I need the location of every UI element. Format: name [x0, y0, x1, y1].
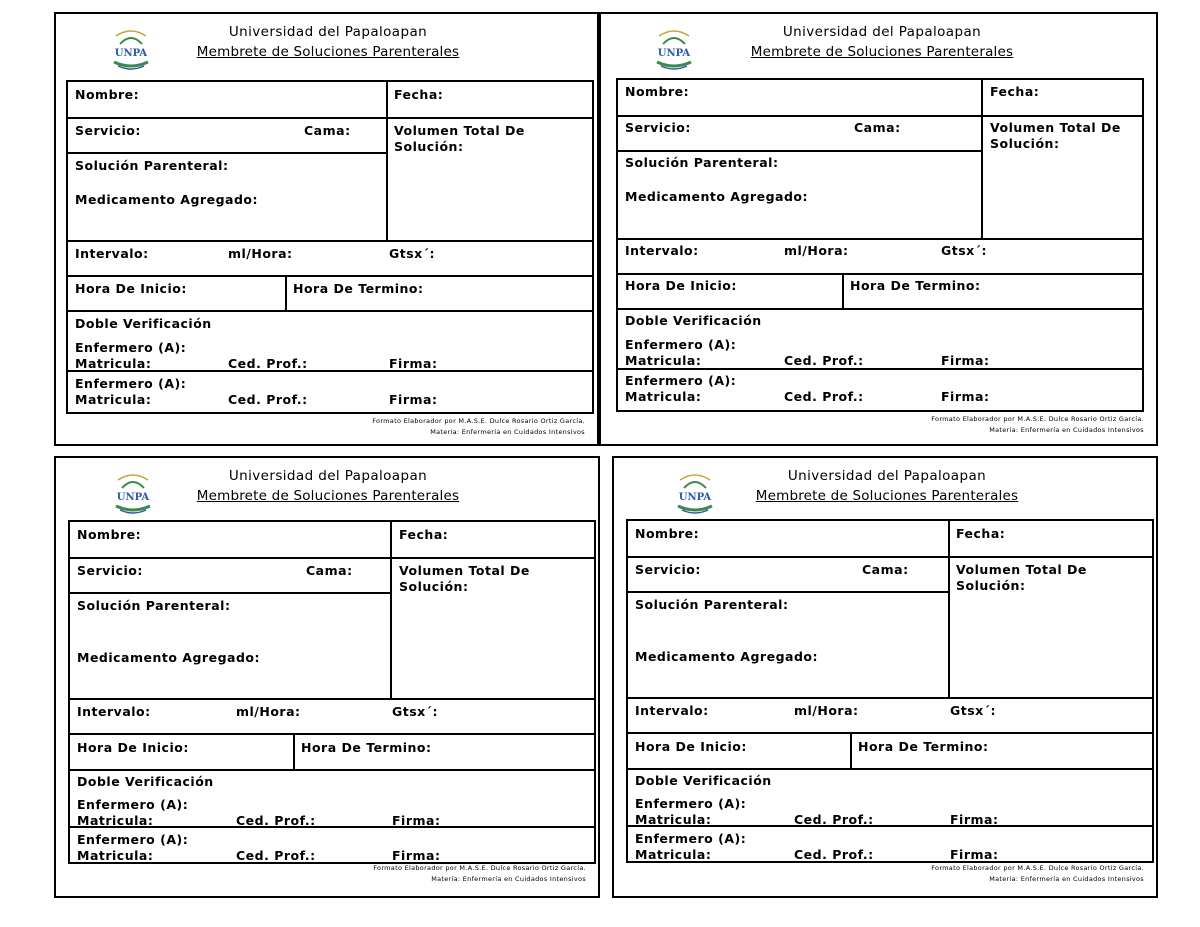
cedprof-label: Ced. Prof.: — [236, 813, 316, 828]
cedprof-label: Ced. Prof.: — [228, 356, 308, 371]
footer — [931, 863, 1144, 885]
intervalo-label: Intervalo: — [635, 703, 709, 718]
form-subtitle: Membrete de Soluciones Parenterales — [196, 488, 460, 504]
form-subtitle: Membrete de Soluciones Parenterales — [755, 488, 1019, 504]
form-grid — [616, 78, 1144, 412]
logo-text: UNPA — [114, 48, 148, 59]
fecha-label: Fecha: — [399, 527, 449, 542]
volumen-label: Volumen Total De — [956, 562, 1087, 577]
intervalo-label: Intervalo: — [625, 243, 699, 258]
firma-label: Firma: — [950, 812, 999, 827]
nombre-label: Nombre: — [75, 87, 140, 102]
hora-inicio-label: Hora De Inicio: — [75, 281, 187, 296]
volumen-label-2: Solución: — [399, 579, 469, 594]
footer-subject: Materia: Enfermería en Cuidados Intensivos — [989, 426, 1144, 434]
cedprof-label: Ced. Prof.: — [794, 812, 874, 827]
solucion-label: Solución Parenteral: — [625, 155, 779, 170]
logo-text: UNPA — [116, 492, 150, 503]
hora-inicio-label: Hora De Inicio: — [625, 278, 737, 293]
enfermero-label: Enfermero (A): — [77, 832, 189, 847]
enfermero-label: Enfermero (A): — [635, 831, 747, 846]
medicamento-label: Medicamento Agregado: — [75, 192, 258, 207]
volumen-label: Volumen Total De — [399, 563, 530, 578]
unpa-logo — [108, 468, 158, 518]
gtsx-label: Gtsx´: — [389, 246, 435, 261]
university-title: Universidad del Papaloapan — [787, 468, 987, 484]
cedprof-label: Ced. Prof.: — [784, 389, 864, 404]
enfermero-label: Enfermero (A): — [625, 373, 737, 388]
cedprof-label: Ced. Prof.: — [794, 847, 874, 862]
fecha-label: Fecha: — [394, 87, 444, 102]
unpa-logo — [670, 468, 720, 518]
doble-verificacion-label: Doble Verificación — [77, 774, 214, 789]
medicamento-label: Medicamento Agregado: — [625, 189, 808, 204]
logo-text: UNPA — [678, 492, 712, 503]
firma-label: Firma: — [392, 848, 441, 863]
nombre-label: Nombre: — [625, 84, 690, 99]
solucion-label: Solución Parenteral: — [635, 597, 789, 612]
cama-label: Cama: — [862, 562, 909, 577]
form-subtitle: Membrete de Soluciones Parenterales — [750, 44, 1014, 60]
solucion-label: Solución Parenteral: — [77, 598, 231, 613]
enfermero-label: Enfermero (A): — [635, 796, 747, 811]
university-title: Universidad del Papaloapan — [228, 468, 428, 484]
footer-credit: Formato Elaborador por M.A.S.E. Dulce Rosario Ortiz García. — [373, 864, 586, 872]
form-card-1 — [54, 12, 599, 446]
enfermero-label: Enfermero (A): — [75, 376, 187, 391]
firma-label: Firma: — [389, 392, 438, 407]
servicio-label: Servicio: — [77, 563, 143, 578]
nombre-label: Nombre: — [77, 527, 142, 542]
form-card-4 — [612, 456, 1158, 898]
cama-label: Cama: — [304, 123, 351, 138]
footer — [372, 416, 585, 438]
footer — [931, 414, 1144, 436]
footer-credit: Formato Elaborador por M.A.S.E. Dulce Rosario Ortiz García. — [931, 864, 1144, 872]
intervalo-label: Intervalo: — [75, 246, 149, 261]
nombre-label: Nombre: — [635, 526, 700, 541]
doble-verificacion-label: Doble Verificación — [75, 316, 212, 331]
firma-label: Firma: — [950, 847, 999, 862]
doble-verificacion-label: Doble Verificación — [625, 313, 762, 328]
gtsx-label: Gtsx´: — [950, 703, 996, 718]
servicio-label: Servicio: — [75, 123, 141, 138]
fecha-label: Fecha: — [956, 526, 1006, 541]
matricula-label: Matricula: — [75, 392, 152, 407]
firma-label: Firma: — [389, 356, 438, 371]
hora-termino-label: Hora De Termino: — [293, 281, 424, 296]
enfermero-label: Enfermero (A): — [75, 340, 187, 355]
university-title: Universidad del Papaloapan — [228, 24, 428, 40]
mlhora-label: ml/Hora: — [794, 703, 859, 718]
firma-label: Firma: — [941, 389, 990, 404]
logo-text: UNPA — [657, 48, 691, 59]
form-card-3 — [54, 456, 600, 898]
cedprof-label: Ced. Prof.: — [236, 848, 316, 863]
mlhora-label: ml/Hora: — [228, 246, 293, 261]
mlhora-label: ml/Hora: — [784, 243, 849, 258]
servicio-label: Servicio: — [625, 120, 691, 135]
hora-termino-label: Hora De Termino: — [301, 740, 432, 755]
hora-inicio-label: Hora De Inicio: — [77, 740, 189, 755]
form-subtitle: Membrete de Soluciones Parenterales — [196, 44, 460, 60]
matricula-label: Matricula: — [635, 812, 712, 827]
form-card-2 — [599, 12, 1158, 446]
unpa-logo — [649, 24, 699, 74]
medicamento-label: Medicamento Agregado: — [635, 649, 818, 664]
enfermero-label: Enfermero (A): — [625, 337, 737, 352]
matricula-label: Matricula: — [77, 848, 154, 863]
form-grid — [68, 520, 596, 864]
footer — [373, 863, 586, 885]
firma-label: Firma: — [392, 813, 441, 828]
volumen-label-2: Solución: — [956, 578, 1026, 593]
footer-subject: Materia: Enfermería en Cuidados Intensivos — [430, 428, 585, 436]
footer-subject: Materia: Enfermería en Cuidados Intensivos — [431, 875, 586, 883]
footer-subject: Materia: Enfermería en Cuidados Intensivos — [989, 875, 1144, 883]
servicio-label: Servicio: — [635, 562, 701, 577]
footer-credit: Formato Elaborador por M.A.S.E. Dulce Rosario Ortiz García. — [931, 415, 1144, 423]
footer-credit: Formato Elaborador por M.A.S.E. Dulce Rosario Ortiz García. — [372, 417, 585, 425]
volumen-label: Volumen Total De — [990, 120, 1121, 135]
matricula-label: Matricula: — [75, 356, 152, 371]
volumen-label-2: Solución: — [990, 136, 1060, 151]
form-grid — [626, 519, 1154, 863]
fecha-label: Fecha: — [990, 84, 1040, 99]
hora-inicio-label: Hora De Inicio: — [635, 739, 747, 754]
enfermero-label: Enfermero (A): — [77, 797, 189, 812]
matricula-label: Matricula: — [625, 389, 702, 404]
cedprof-label: Ced. Prof.: — [784, 353, 864, 368]
unpa-logo — [106, 24, 156, 74]
solucion-label: Solución Parenteral: — [75, 158, 229, 173]
cedprof-label: Ced. Prof.: — [228, 392, 308, 407]
hora-termino-label: Hora De Termino: — [850, 278, 981, 293]
medicamento-label: Medicamento Agregado: — [77, 650, 260, 665]
cama-label: Cama: — [854, 120, 901, 135]
mlhora-label: ml/Hora: — [236, 704, 301, 719]
university-title: Universidad del Papaloapan — [782, 24, 982, 40]
intervalo-label: Intervalo: — [77, 704, 151, 719]
gtsx-label: Gtsx´: — [941, 243, 987, 258]
matricula-label: Matricula: — [77, 813, 154, 828]
gtsx-label: Gtsx´: — [392, 704, 438, 719]
hora-termino-label: Hora De Termino: — [858, 739, 989, 754]
cama-label: Cama: — [306, 563, 353, 578]
doble-verificacion-label: Doble Verificación — [635, 773, 772, 788]
volumen-label-2: Solución: — [394, 139, 464, 154]
volumen-label: Volumen Total De — [394, 123, 525, 138]
matricula-label: Matricula: — [625, 353, 702, 368]
firma-label: Firma: — [941, 353, 990, 368]
matricula-label: Matricula: — [635, 847, 712, 862]
form-grid — [66, 80, 594, 414]
